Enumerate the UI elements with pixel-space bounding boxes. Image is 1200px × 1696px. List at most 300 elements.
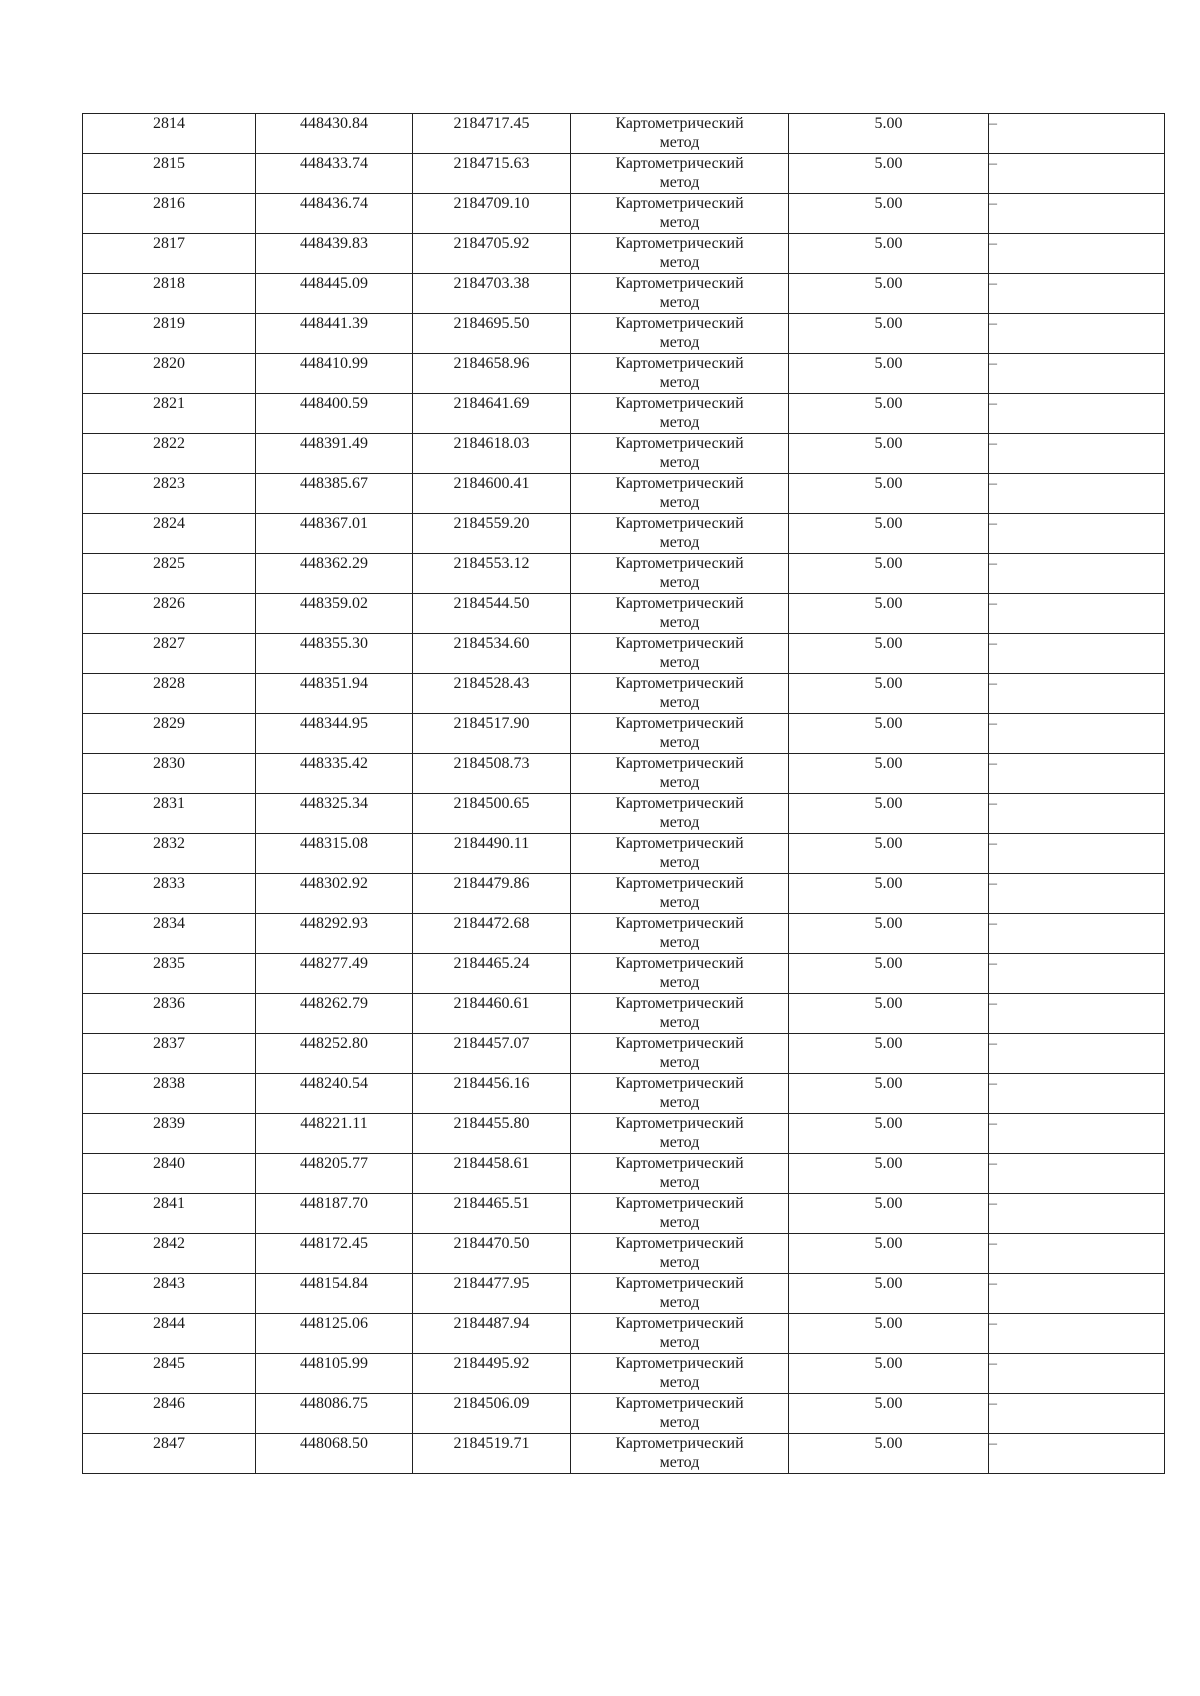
method-cell xyxy=(571,1314,789,1354)
accuracy-cell: 5.00 xyxy=(789,1354,989,1394)
method-line-2: метод xyxy=(659,1054,700,1071)
coordinates-table-body xyxy=(83,114,1165,1474)
x-coordinate-cell: 448325.34 xyxy=(256,794,413,834)
method-line-2: метод xyxy=(659,214,700,231)
table-row xyxy=(83,914,1165,954)
method-line-2: метод xyxy=(659,1294,700,1311)
method-line-1: Картометрический xyxy=(615,1435,744,1452)
x-coordinate-cell: 448205.77 xyxy=(256,1154,413,1194)
method-line-1: Картометрический xyxy=(615,115,744,132)
accuracy-cell: 5.00 xyxy=(789,314,989,354)
method-line-1: Картометрический xyxy=(615,1275,744,1292)
description-cell: – xyxy=(989,714,1165,754)
point-number-cell: 2828 xyxy=(83,674,256,714)
point-number-cell: 2827 xyxy=(83,634,256,674)
point-number-cell: 2814 xyxy=(83,114,256,154)
y-coordinate-cell: 2184455.80 xyxy=(413,1114,571,1154)
y-coordinate-cell: 2184705.92 xyxy=(413,234,571,274)
description-cell: – xyxy=(989,1314,1165,1354)
point-number-cell: 2836 xyxy=(83,994,256,1034)
table-row xyxy=(83,634,1165,674)
description-cell: – xyxy=(989,674,1165,714)
table-row xyxy=(83,674,1165,714)
y-coordinate-cell: 2184456.16 xyxy=(413,1074,571,1114)
table-row xyxy=(83,274,1165,314)
y-coordinate-cell: 2184490.11 xyxy=(413,834,571,874)
description-cell: – xyxy=(989,434,1165,474)
y-coordinate-cell: 2184641.69 xyxy=(413,394,571,434)
accuracy-cell: 5.00 xyxy=(789,914,989,954)
accuracy-cell: 5.00 xyxy=(789,1394,989,1434)
x-coordinate-cell: 448436.74 xyxy=(256,194,413,234)
x-coordinate-cell: 448252.80 xyxy=(256,1034,413,1074)
method-cell xyxy=(571,634,789,674)
accuracy-cell: 5.00 xyxy=(789,674,989,714)
accuracy-cell: 5.00 xyxy=(789,954,989,994)
point-number-cell: 2834 xyxy=(83,914,256,954)
accuracy-cell: 5.00 xyxy=(789,754,989,794)
x-coordinate-cell: 448302.92 xyxy=(256,874,413,914)
table-row xyxy=(83,354,1165,394)
method-line-1: Картометрический xyxy=(615,595,744,612)
method-line-2: метод xyxy=(659,1174,700,1191)
description-cell: – xyxy=(989,394,1165,434)
method-line-2: метод xyxy=(659,1094,700,1111)
method-line-1: Картометрический xyxy=(615,155,744,172)
x-coordinate-cell: 448433.74 xyxy=(256,154,413,194)
method-line-1: Картометрический xyxy=(615,1195,744,1212)
method-line-1: Картометрический xyxy=(615,1235,744,1252)
accuracy-cell: 5.00 xyxy=(789,1194,989,1234)
method-cell xyxy=(571,474,789,514)
accuracy-cell: 5.00 xyxy=(789,714,989,754)
method-line-2: метод xyxy=(659,934,700,951)
accuracy-cell: 5.00 xyxy=(789,554,989,594)
method-cell xyxy=(571,354,789,394)
y-coordinate-cell: 2184460.61 xyxy=(413,994,571,1034)
method-cell xyxy=(571,1114,789,1154)
accuracy-cell: 5.00 xyxy=(789,194,989,234)
x-coordinate-cell: 448439.83 xyxy=(256,234,413,274)
method-line-1: Картометрический xyxy=(615,275,744,292)
method-line-2: метод xyxy=(659,654,700,671)
description-cell: – xyxy=(989,874,1165,914)
method-cell xyxy=(571,514,789,554)
x-coordinate-cell: 448292.93 xyxy=(256,914,413,954)
table-row xyxy=(83,1154,1165,1194)
x-coordinate-cell: 448410.99 xyxy=(256,354,413,394)
method-cell xyxy=(571,754,789,794)
table-row xyxy=(83,1034,1165,1074)
table-row xyxy=(83,594,1165,634)
description-cell: – xyxy=(989,114,1165,154)
point-number-cell: 2841 xyxy=(83,1194,256,1234)
x-coordinate-cell: 448172.45 xyxy=(256,1234,413,1274)
method-line-1: Картометрический xyxy=(615,835,744,852)
description-cell: – xyxy=(989,954,1165,994)
table-row xyxy=(83,1194,1165,1234)
description-cell: – xyxy=(989,474,1165,514)
description-cell: – xyxy=(989,514,1165,554)
description-cell: – xyxy=(989,154,1165,194)
method-cell xyxy=(571,794,789,834)
point-number-cell: 2845 xyxy=(83,1354,256,1394)
method-cell xyxy=(571,1434,789,1474)
table-row xyxy=(83,114,1165,154)
table-row xyxy=(83,874,1165,914)
method-line-1: Картометрический xyxy=(615,715,744,732)
description-cell: – xyxy=(989,1154,1165,1194)
x-coordinate-cell: 448086.75 xyxy=(256,1394,413,1434)
method-cell xyxy=(571,954,789,994)
method-cell xyxy=(571,1074,789,1114)
method-line-2: метод xyxy=(659,1254,700,1271)
description-cell: – xyxy=(989,1034,1165,1074)
method-line-2: метод xyxy=(659,1374,700,1391)
x-coordinate-cell: 448351.94 xyxy=(256,674,413,714)
method-line-1: Картометрический xyxy=(615,315,744,332)
method-line-2: метод xyxy=(659,694,700,711)
y-coordinate-cell: 2184500.65 xyxy=(413,794,571,834)
method-line-1: Картометрический xyxy=(615,1035,744,1052)
table-row xyxy=(83,394,1165,434)
point-number-cell: 2833 xyxy=(83,874,256,914)
method-line-2: метод xyxy=(659,334,700,351)
method-line-1: Картометрический xyxy=(615,675,744,692)
y-coordinate-cell: 2184717.45 xyxy=(413,114,571,154)
x-coordinate-cell: 448105.99 xyxy=(256,1354,413,1394)
method-cell xyxy=(571,554,789,594)
method-cell xyxy=(571,674,789,714)
point-number-cell: 2847 xyxy=(83,1434,256,1474)
description-cell: – xyxy=(989,914,1165,954)
table-row xyxy=(83,1274,1165,1314)
method-cell xyxy=(571,1234,789,1274)
method-line-2: метод xyxy=(659,174,700,191)
description-cell: – xyxy=(989,834,1165,874)
y-coordinate-cell: 2184528.43 xyxy=(413,674,571,714)
point-number-cell: 2831 xyxy=(83,794,256,834)
table-row xyxy=(83,554,1165,594)
table-row xyxy=(83,1234,1165,1274)
table-row xyxy=(83,474,1165,514)
y-coordinate-cell: 2184519.71 xyxy=(413,1434,571,1474)
y-coordinate-cell: 2184559.20 xyxy=(413,514,571,554)
table-row xyxy=(83,1394,1165,1434)
table-row xyxy=(83,1074,1165,1114)
description-cell: – xyxy=(989,754,1165,794)
accuracy-cell: 5.00 xyxy=(789,874,989,914)
table-row xyxy=(83,1434,1165,1474)
method-cell xyxy=(571,154,789,194)
method-line-1: Картометрический xyxy=(615,1115,744,1132)
x-coordinate-cell: 448240.54 xyxy=(256,1074,413,1114)
method-line-2: метод xyxy=(659,974,700,991)
y-coordinate-cell: 2184508.73 xyxy=(413,754,571,794)
point-number-cell: 2820 xyxy=(83,354,256,394)
method-line-2: метод xyxy=(659,1214,700,1231)
method-line-1: Картометрический xyxy=(615,435,744,452)
table-row xyxy=(83,754,1165,794)
accuracy-cell: 5.00 xyxy=(789,434,989,474)
accuracy-cell: 5.00 xyxy=(789,1074,989,1114)
method-line-1: Картометрический xyxy=(615,1395,744,1412)
y-coordinate-cell: 2184465.51 xyxy=(413,1194,571,1234)
point-number-cell: 2832 xyxy=(83,834,256,874)
method-cell xyxy=(571,394,789,434)
description-cell: – xyxy=(989,794,1165,834)
point-number-cell: 2839 xyxy=(83,1114,256,1154)
accuracy-cell: 5.00 xyxy=(789,1114,989,1154)
method-line-1: Картометрический xyxy=(615,755,744,772)
point-number-cell: 2824 xyxy=(83,514,256,554)
accuracy-cell: 5.00 xyxy=(789,1274,989,1314)
point-number-cell: 2835 xyxy=(83,954,256,994)
method-cell xyxy=(571,714,789,754)
method-line-2: метод xyxy=(659,294,700,311)
method-line-1: Картометрический xyxy=(615,515,744,532)
description-cell: – xyxy=(989,1234,1165,1274)
method-line-1: Картометрический xyxy=(615,955,744,972)
y-coordinate-cell: 2184600.41 xyxy=(413,474,571,514)
description-cell: – xyxy=(989,354,1165,394)
accuracy-cell: 5.00 xyxy=(789,1034,989,1074)
description-cell: – xyxy=(989,1194,1165,1234)
table-row xyxy=(83,1354,1165,1394)
method-cell xyxy=(571,914,789,954)
method-line-1: Картометрический xyxy=(615,795,744,812)
method-line-1: Картометрический xyxy=(615,475,744,492)
description-cell: – xyxy=(989,314,1165,354)
x-coordinate-cell: 448400.59 xyxy=(256,394,413,434)
method-line-1: Картометрический xyxy=(615,555,744,572)
point-number-cell: 2829 xyxy=(83,714,256,754)
y-coordinate-cell: 2184709.10 xyxy=(413,194,571,234)
method-line-2: метод xyxy=(659,614,700,631)
y-coordinate-cell: 2184495.92 xyxy=(413,1354,571,1394)
coordinates-table xyxy=(82,113,1165,1474)
y-coordinate-cell: 2184479.86 xyxy=(413,874,571,914)
y-coordinate-cell: 2184695.50 xyxy=(413,314,571,354)
description-cell: – xyxy=(989,1114,1165,1154)
method-line-1: Картометрический xyxy=(615,395,744,412)
x-coordinate-cell: 448441.39 xyxy=(256,314,413,354)
method-cell xyxy=(571,1034,789,1074)
x-coordinate-cell: 448068.50 xyxy=(256,1434,413,1474)
method-cell xyxy=(571,1394,789,1434)
method-cell xyxy=(571,274,789,314)
method-line-2: метод xyxy=(659,894,700,911)
y-coordinate-cell: 2184534.60 xyxy=(413,634,571,674)
y-coordinate-cell: 2184470.50 xyxy=(413,1234,571,1274)
point-number-cell: 2846 xyxy=(83,1394,256,1434)
method-line-2: метод xyxy=(659,854,700,871)
method-cell xyxy=(571,834,789,874)
table-row xyxy=(83,954,1165,994)
x-coordinate-cell: 448430.84 xyxy=(256,114,413,154)
accuracy-cell: 5.00 xyxy=(789,994,989,1034)
method-cell xyxy=(571,1274,789,1314)
method-line-2: метод xyxy=(659,454,700,471)
method-cell xyxy=(571,314,789,354)
table-row xyxy=(83,154,1165,194)
table-row xyxy=(83,194,1165,234)
method-line-2: метод xyxy=(659,1134,700,1151)
x-coordinate-cell: 448221.11 xyxy=(256,1114,413,1154)
accuracy-cell: 5.00 xyxy=(789,1154,989,1194)
y-coordinate-cell: 2184553.12 xyxy=(413,554,571,594)
method-cell xyxy=(571,434,789,474)
point-number-cell: 2819 xyxy=(83,314,256,354)
description-cell: – xyxy=(989,1434,1165,1474)
description-cell: – xyxy=(989,1274,1165,1314)
method-line-2: метод xyxy=(659,254,700,271)
description-cell: – xyxy=(989,1394,1165,1434)
point-number-cell: 2842 xyxy=(83,1234,256,1274)
x-coordinate-cell: 448391.49 xyxy=(256,434,413,474)
x-coordinate-cell: 448344.95 xyxy=(256,714,413,754)
point-number-cell: 2815 xyxy=(83,154,256,194)
description-cell: – xyxy=(989,194,1165,234)
accuracy-cell: 5.00 xyxy=(789,1234,989,1274)
x-coordinate-cell: 448315.08 xyxy=(256,834,413,874)
point-number-cell: 2818 xyxy=(83,274,256,314)
accuracy-cell: 5.00 xyxy=(789,794,989,834)
method-cell xyxy=(571,194,789,234)
table-row xyxy=(83,1114,1165,1154)
y-coordinate-cell: 2184658.96 xyxy=(413,354,571,394)
y-coordinate-cell: 2184465.24 xyxy=(413,954,571,994)
method-line-2: метод xyxy=(659,374,700,391)
x-coordinate-cell: 448355.30 xyxy=(256,634,413,674)
method-line-2: метод xyxy=(659,1454,700,1471)
x-coordinate-cell: 448187.70 xyxy=(256,1194,413,1234)
point-number-cell: 2821 xyxy=(83,394,256,434)
description-cell: – xyxy=(989,234,1165,274)
method-line-1: Картометрический xyxy=(615,995,744,1012)
table-row xyxy=(83,794,1165,834)
x-coordinate-cell: 448335.42 xyxy=(256,754,413,794)
table-row xyxy=(83,994,1165,1034)
table-row xyxy=(83,514,1165,554)
x-coordinate-cell: 448277.49 xyxy=(256,954,413,994)
method-line-1: Картометрический xyxy=(615,235,744,252)
point-number-cell: 2817 xyxy=(83,234,256,274)
table-row xyxy=(83,314,1165,354)
x-coordinate-cell: 448445.09 xyxy=(256,274,413,314)
point-number-cell: 2837 xyxy=(83,1034,256,1074)
method-cell xyxy=(571,874,789,914)
table-row xyxy=(83,1314,1165,1354)
y-coordinate-cell: 2184544.50 xyxy=(413,594,571,634)
method-line-2: метод xyxy=(659,814,700,831)
accuracy-cell: 5.00 xyxy=(789,594,989,634)
table-row xyxy=(83,834,1165,874)
description-cell: – xyxy=(989,994,1165,1034)
y-coordinate-cell: 2184487.94 xyxy=(413,1314,571,1354)
accuracy-cell: 5.00 xyxy=(789,1314,989,1354)
method-line-1: Картометрический xyxy=(615,355,744,372)
y-coordinate-cell: 2184703.38 xyxy=(413,274,571,314)
x-coordinate-cell: 448262.79 xyxy=(256,994,413,1034)
point-number-cell: 2844 xyxy=(83,1314,256,1354)
accuracy-cell: 5.00 xyxy=(789,154,989,194)
method-line-1: Картометрический xyxy=(615,1155,744,1172)
method-cell xyxy=(571,1154,789,1194)
point-number-cell: 2822 xyxy=(83,434,256,474)
description-cell: – xyxy=(989,1354,1165,1394)
y-coordinate-cell: 2184715.63 xyxy=(413,154,571,194)
method-line-2: метод xyxy=(659,734,700,751)
accuracy-cell: 5.00 xyxy=(789,234,989,274)
method-cell xyxy=(571,1194,789,1234)
accuracy-cell: 5.00 xyxy=(789,274,989,314)
x-coordinate-cell: 448362.29 xyxy=(256,554,413,594)
accuracy-cell: 5.00 xyxy=(789,394,989,434)
y-coordinate-cell: 2184457.07 xyxy=(413,1034,571,1074)
x-coordinate-cell: 448385.67 xyxy=(256,474,413,514)
accuracy-cell: 5.00 xyxy=(789,354,989,394)
method-line-1: Картометрический xyxy=(615,635,744,652)
method-line-1: Картометрический xyxy=(615,1075,744,1092)
y-coordinate-cell: 2184472.68 xyxy=(413,914,571,954)
y-coordinate-cell: 2184517.90 xyxy=(413,714,571,754)
point-number-cell: 2816 xyxy=(83,194,256,234)
description-cell: – xyxy=(989,634,1165,674)
method-line-2: метод xyxy=(659,574,700,591)
method-line-2: метод xyxy=(659,774,700,791)
table-row xyxy=(83,714,1165,754)
method-line-1: Картометрический xyxy=(615,915,744,932)
accuracy-cell: 5.00 xyxy=(789,1434,989,1474)
description-cell: – xyxy=(989,554,1165,594)
point-number-cell: 2823 xyxy=(83,474,256,514)
table-row xyxy=(83,234,1165,274)
x-coordinate-cell: 448359.02 xyxy=(256,594,413,634)
method-line-2: метод xyxy=(659,1334,700,1351)
method-cell xyxy=(571,234,789,274)
point-number-cell: 2843 xyxy=(83,1274,256,1314)
point-number-cell: 2826 xyxy=(83,594,256,634)
x-coordinate-cell: 448367.01 xyxy=(256,514,413,554)
accuracy-cell: 5.00 xyxy=(789,514,989,554)
point-number-cell: 2838 xyxy=(83,1074,256,1114)
method-line-2: метод xyxy=(659,494,700,511)
method-line-2: метод xyxy=(659,534,700,551)
method-cell xyxy=(571,1354,789,1394)
table-row xyxy=(83,434,1165,474)
method-line-2: метод xyxy=(659,414,700,431)
method-line-2: метод xyxy=(659,1414,700,1431)
description-cell: – xyxy=(989,274,1165,314)
method-line-1: Картометрический xyxy=(615,1355,744,1372)
method-line-2: метод xyxy=(659,1014,700,1031)
x-coordinate-cell: 448154.84 xyxy=(256,1274,413,1314)
method-cell xyxy=(571,994,789,1034)
description-cell: – xyxy=(989,594,1165,634)
y-coordinate-cell: 2184477.95 xyxy=(413,1274,571,1314)
point-number-cell: 2830 xyxy=(83,754,256,794)
accuracy-cell: 5.00 xyxy=(789,634,989,674)
point-number-cell: 2825 xyxy=(83,554,256,594)
point-number-cell: 2840 xyxy=(83,1154,256,1194)
method-cell xyxy=(571,594,789,634)
y-coordinate-cell: 2184618.03 xyxy=(413,434,571,474)
description-cell: – xyxy=(989,1074,1165,1114)
x-coordinate-cell: 448125.06 xyxy=(256,1314,413,1354)
accuracy-cell: 5.00 xyxy=(789,834,989,874)
y-coordinate-cell: 2184458.61 xyxy=(413,1154,571,1194)
